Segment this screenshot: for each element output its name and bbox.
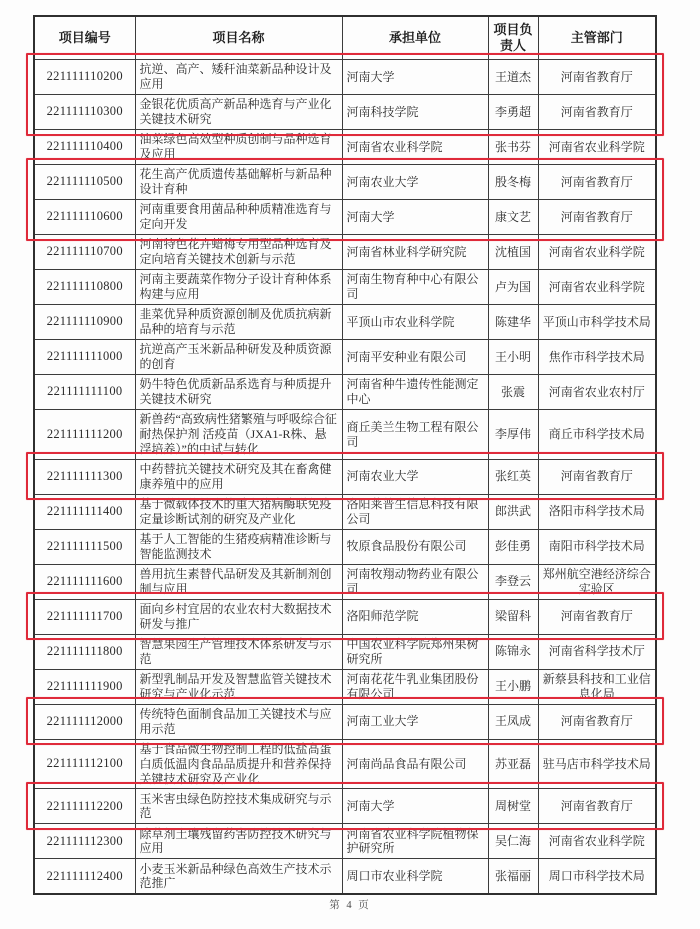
unit-name: 商丘美兰生物工程有限公司 — [342, 410, 488, 460]
project-name: 新型乳制品开发及智慧监管关键技术研究与产业化示范 — [135, 669, 342, 704]
project-code: 221111112000 — [34, 704, 135, 739]
project-code: 221111110200 — [34, 60, 135, 95]
project-table — [33, 15, 657, 895]
table-row — [34, 704, 656, 739]
unit-name: 河南大学 — [342, 789, 488, 824]
table-row — [34, 375, 656, 410]
unit-name: 河南尚品食品有限公司 — [342, 739, 488, 789]
leader-name: 王凤成 — [488, 704, 538, 739]
project-name: 智慧果园生产管理技术体系研发与示范 — [135, 634, 342, 669]
dept-name: 河南省农业科学院 — [538, 270, 656, 305]
leader-name: 张红英 — [488, 459, 538, 494]
unit-name: 河南牧翔动物药业有限公司 — [342, 564, 488, 599]
project-name: 面向乡村宜居的农业农村大数据技术研发与推广 — [135, 599, 342, 634]
dept-name: 河南省农业科学院 — [538, 824, 656, 859]
project-code: 221111111500 — [34, 529, 135, 564]
project-code: 221111110800 — [34, 270, 135, 305]
dept-name: 河南省教育厅 — [538, 459, 656, 494]
project-name: 除草剂土壤残留药害防控技术研究与应用 — [135, 824, 342, 859]
table-row — [34, 824, 656, 859]
table-row — [34, 669, 656, 704]
unit-name: 河南科技学院 — [342, 95, 488, 130]
project-name: 传统特色面制食品加工关键技术与应用示范 — [135, 704, 342, 739]
project-code: 221111111300 — [34, 459, 135, 494]
dept-name: 河南省教育厅 — [538, 95, 656, 130]
table-row — [34, 200, 656, 235]
leader-name: 张震 — [488, 375, 538, 410]
dept-name: 南阳市科学技术局 — [538, 529, 656, 564]
table-body — [34, 60, 656, 895]
table-row — [34, 60, 656, 95]
project-name: 基于微载体技术的重大猪病酶联免疫定量诊断试剂的研究及产业化 — [135, 494, 342, 529]
table-row — [34, 859, 656, 895]
table-row — [34, 305, 656, 340]
project-code: 221111112200 — [34, 789, 135, 824]
project-name: 抗逆高产玉米新品种研发及种质资源的创育 — [135, 340, 342, 375]
leader-name: 王道杰 — [488, 60, 538, 95]
header-row — [34, 16, 656, 60]
project-code: 221111110900 — [34, 305, 135, 340]
dept-name: 河南省教育厅 — [538, 704, 656, 739]
header-project-code: 项目编号 — [34, 16, 135, 60]
table-row — [34, 599, 656, 634]
project-name: 河南主要蔬菜作物分子设计育种体系构建与应用 — [135, 270, 342, 305]
dept-name: 商丘市科学技术局 — [538, 410, 656, 460]
header-leader: 项目负责人 — [488, 16, 538, 60]
project-name: 新兽药“高致病性猪繁殖与呼吸综合征耐热保护剂 活疫苗（JXA1-R株、悬浮培养）”的中试与转化 — [135, 410, 342, 460]
unit-name: 河南省农业科学院 — [342, 130, 488, 165]
dept-name: 河南省教育厅 — [538, 789, 656, 824]
project-code: 221111111600 — [34, 564, 135, 599]
project-code: 221111110700 — [34, 235, 135, 270]
leader-name: 张福丽 — [488, 859, 538, 895]
leader-name: 苏亚磊 — [488, 739, 538, 789]
dept-name: 平顶山市科学技术局 — [538, 305, 656, 340]
table-row — [34, 95, 656, 130]
table-row — [34, 494, 656, 529]
project-name: 兽用抗生素替代品研发及其新制剂创制与应用 — [135, 564, 342, 599]
project-name: 基于人工智能的生猪疫病精准诊断与智能监测技术 — [135, 529, 342, 564]
unit-name: 洛阳师范学院 — [342, 599, 488, 634]
table-row — [34, 564, 656, 599]
dept-name: 河南省教育厅 — [538, 200, 656, 235]
dept-name: 河南省农业农村厅 — [538, 375, 656, 410]
unit-name: 河南省林业科学研究院 — [342, 235, 488, 270]
table-row — [34, 270, 656, 305]
unit-name: 河南大学 — [342, 60, 488, 95]
project-name: 河南特色花卉蜡梅专用型品种选育及定向培育关键技术创新与示范 — [135, 235, 342, 270]
header-unit: 承担单位 — [342, 16, 488, 60]
table-header — [34, 16, 656, 60]
project-code: 221111111400 — [34, 494, 135, 529]
unit-name: 平顶山市农业科学院 — [342, 305, 488, 340]
dept-name: 驻马店市科学技术局 — [538, 739, 656, 789]
project-code: 221111111200 — [34, 410, 135, 460]
header-project-name: 项目名称 — [135, 16, 342, 60]
project-name: 抗逆、高产、矮秆油菜新品种设计及应用 — [135, 60, 342, 95]
project-name: 韭菜优异种质资源创制及优质抗病新品种的培育与示范 — [135, 305, 342, 340]
unit-name: 河南工业大学 — [342, 704, 488, 739]
unit-name: 中国农业科学院郑州果树研究所 — [342, 634, 488, 669]
table-row — [34, 165, 656, 200]
unit-name: 河南平安种业有限公司 — [342, 340, 488, 375]
project-name: 油菜绿色高效型种质创制与品种选育及应用 — [135, 130, 342, 165]
dept-name: 洛阳市科学技术局 — [538, 494, 656, 529]
project-code: 221111112100 — [34, 739, 135, 789]
unit-name: 河南省种牛遗传性能测定中心 — [342, 375, 488, 410]
project-code: 221111111100 — [34, 375, 135, 410]
project-name: 金银花优质高产新品种选育与产业化关键技术研究 — [135, 95, 342, 130]
leader-name: 卢为国 — [488, 270, 538, 305]
dept-name: 河南省教育厅 — [538, 60, 656, 95]
table-row — [34, 529, 656, 564]
unit-name: 河南花花牛乳业集团股份有限公司 — [342, 669, 488, 704]
unit-name: 周口市农业科学院 — [342, 859, 488, 895]
table-row — [34, 130, 656, 165]
dept-name: 河南省农业科学院 — [538, 235, 656, 270]
leader-name: 吴仁海 — [488, 824, 538, 859]
table-row — [34, 340, 656, 375]
table-row — [34, 739, 656, 789]
leader-name: 沈植国 — [488, 235, 538, 270]
table-row — [34, 634, 656, 669]
unit-name: 河南省农业科学院植物保护研究所 — [342, 824, 488, 859]
unit-name: 河南农业大学 — [342, 165, 488, 200]
table-row — [34, 789, 656, 824]
project-name: 花生高产优质遗传基础解析与新品种设计育种 — [135, 165, 342, 200]
project-name: 玉米害虫绿色防控技术集成研究与示范 — [135, 789, 342, 824]
dept-name: 焦作市科学技术局 — [538, 340, 656, 375]
leader-name: 王小明 — [488, 340, 538, 375]
project-code: 221111111700 — [34, 599, 135, 634]
project-name: 奶牛特色优质新品系选育与种质提升关键技术研究 — [135, 375, 342, 410]
unit-name: 洛阳莱普生信息科技有限公司 — [342, 494, 488, 529]
page-number: 第 4 页 — [329, 900, 371, 911]
unit-name: 牧原食品股份有限公司 — [342, 529, 488, 564]
project-code: 221111111800 — [34, 634, 135, 669]
project-name: 河南重要食用菌品种种质精准选育与定向开发 — [135, 200, 342, 235]
project-code: 221111111900 — [34, 669, 135, 704]
dept-name: 河南省科学技术厅 — [538, 634, 656, 669]
dept-name: 郑州航空港经济综合实验区 — [538, 564, 656, 599]
leader-name: 郎洪武 — [488, 494, 538, 529]
leader-name: 周树堂 — [488, 789, 538, 824]
leader-name: 康文艺 — [488, 200, 538, 235]
leader-name: 殷冬梅 — [488, 165, 538, 200]
project-name: 基于食品微生物控制工程的低盐高蛋白质低温肉食品品质提升和营养保持关键技术研究及产业化 — [135, 739, 342, 789]
leader-name: 陈建华 — [488, 305, 538, 340]
leader-name: 李勇超 — [488, 95, 538, 130]
project-code: 221111111000 — [34, 340, 135, 375]
dept-name: 河南省教育厅 — [538, 599, 656, 634]
unit-name: 河南农业大学 — [342, 459, 488, 494]
leader-name: 彭佳勇 — [488, 529, 538, 564]
project-code: 221111112400 — [34, 859, 135, 895]
dept-name: 新蔡县科技和工业信息化局 — [538, 669, 656, 704]
project-table-wrap — [33, 15, 657, 895]
dept-name: 河南省农业科学院 — [538, 130, 656, 165]
leader-name: 李厚伟 — [488, 410, 538, 460]
table-row — [34, 459, 656, 494]
unit-name: 河南大学 — [342, 200, 488, 235]
dept-name: 河南省教育厅 — [538, 165, 656, 200]
leader-name: 梁留科 — [488, 599, 538, 634]
project-code: 221111110400 — [34, 130, 135, 165]
header-dept: 主管部门 — [538, 16, 656, 60]
project-name: 小麦玉米新品种绿色高效生产技术示范推广 — [135, 859, 342, 895]
project-name: 中药替抗关键技术研究及其在畜禽健康养殖中的应用 — [135, 459, 342, 494]
leader-name: 陈锦永 — [488, 634, 538, 669]
project-code: 221111110500 — [34, 165, 135, 200]
project-code: 221111110600 — [34, 200, 135, 235]
leader-name: 王小鹏 — [488, 669, 538, 704]
leader-name: 张书芬 — [488, 130, 538, 165]
unit-name: 河南生物育种中心有限公司 — [342, 270, 488, 305]
leader-name: 李登云 — [488, 564, 538, 599]
table-row — [34, 410, 656, 460]
dept-name: 周口市科学技术局 — [538, 859, 656, 895]
project-code: 221111112300 — [34, 824, 135, 859]
project-code: 221111110300 — [34, 95, 135, 130]
table-row — [34, 235, 656, 270]
